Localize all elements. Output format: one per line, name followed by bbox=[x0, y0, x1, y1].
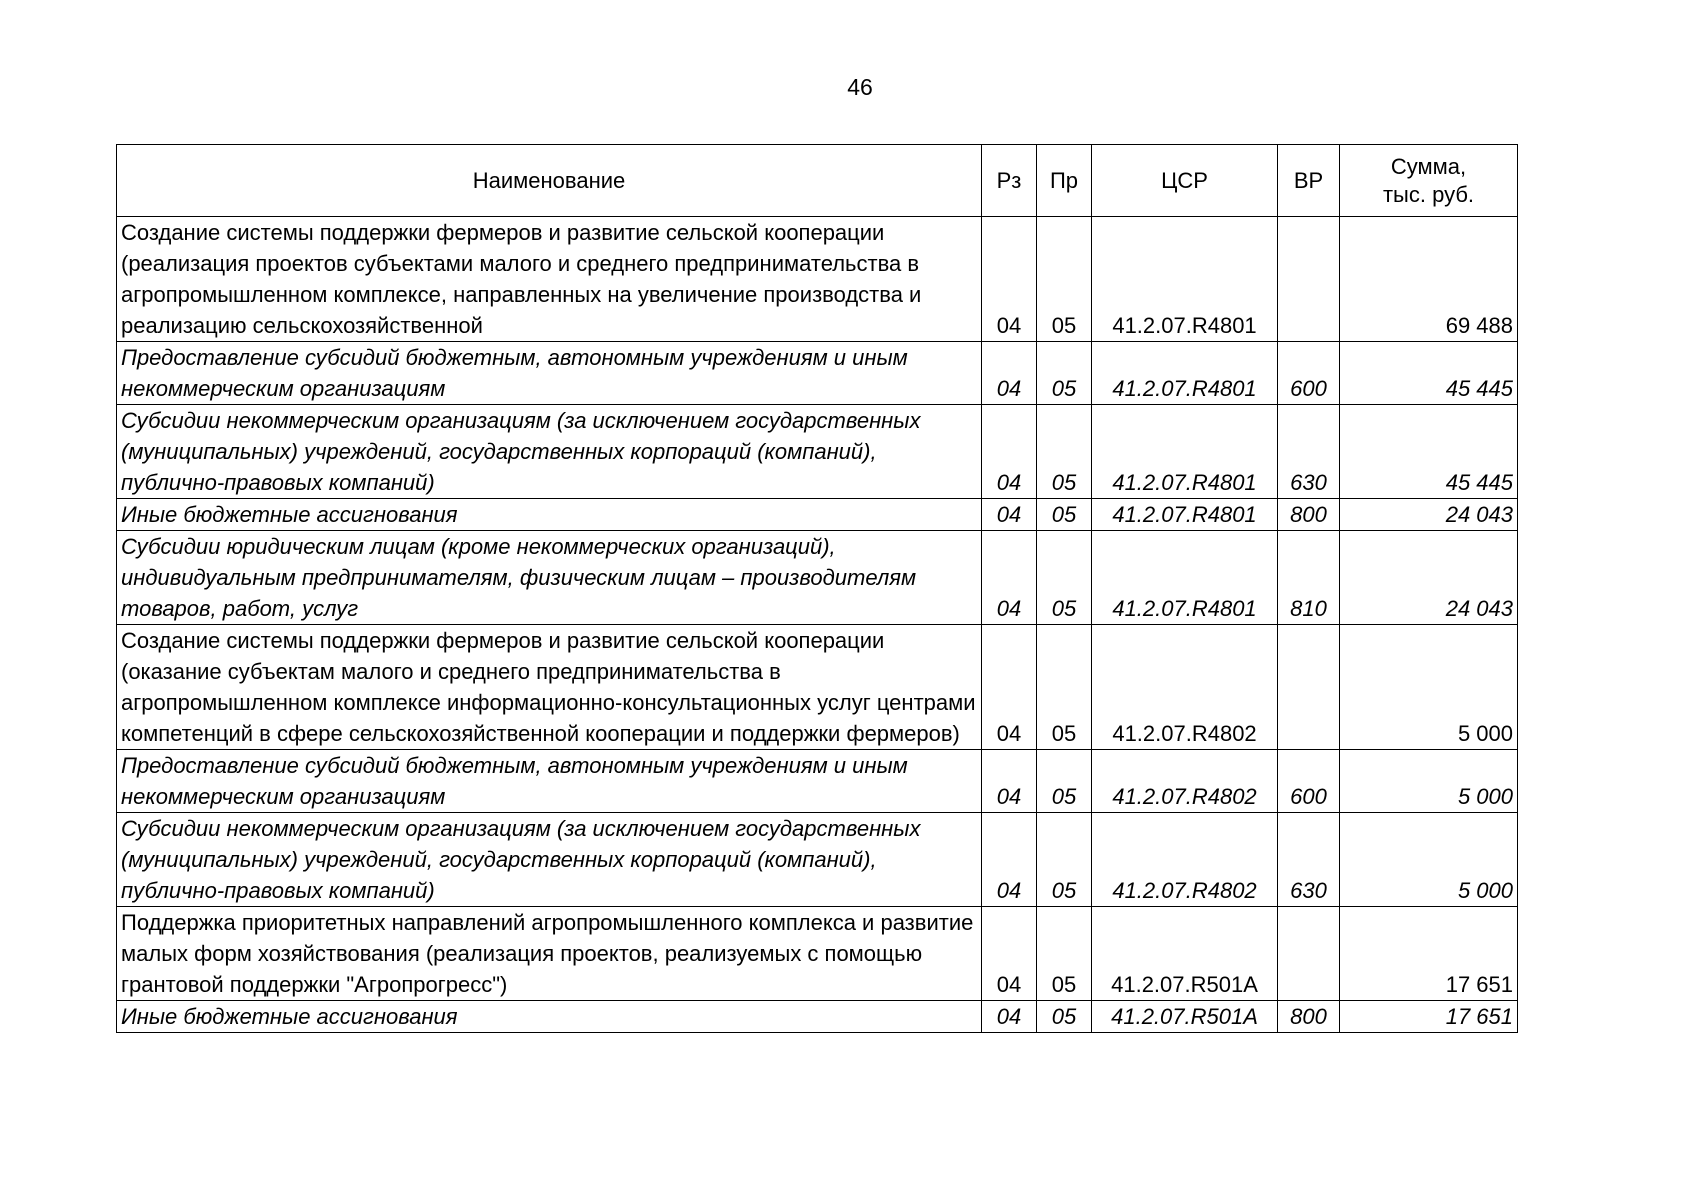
row-csr: 41.2.07.R501A bbox=[1092, 1001, 1278, 1033]
table-row bbox=[117, 625, 1518, 750]
row-vr: 810 bbox=[1278, 531, 1340, 625]
row-sum: 17 651 bbox=[1340, 1001, 1518, 1033]
row-pr: 05 bbox=[1037, 405, 1092, 499]
row-vr: 630 bbox=[1278, 813, 1340, 907]
row-rz: 04 bbox=[982, 342, 1037, 405]
row-rz: 04 bbox=[982, 499, 1037, 531]
header-sum-line2: тыс. руб. bbox=[1382, 181, 1475, 207]
row-csr: 41.2.07.R501A bbox=[1092, 907, 1278, 1001]
row-sum: 24 043 bbox=[1340, 499, 1518, 531]
row-rz: 04 bbox=[982, 625, 1037, 750]
header-name: Наименование bbox=[117, 145, 982, 217]
row-pr: 05 bbox=[1037, 907, 1092, 1001]
header-vr: ВР bbox=[1278, 145, 1340, 217]
table-row bbox=[117, 750, 1518, 813]
row-csr: 41.2.07.R4802 bbox=[1092, 625, 1278, 750]
row-csr: 41.2.07.R4801 bbox=[1092, 499, 1278, 531]
row-rz: 04 bbox=[982, 217, 1037, 342]
table-row bbox=[117, 405, 1518, 499]
row-name: Предоставление субсидий бюджетным, автономным учреждениям и иным некоммерческим организациям bbox=[117, 750, 982, 813]
row-pr: 05 bbox=[1037, 217, 1092, 342]
row-sum: 69 488 bbox=[1340, 217, 1518, 342]
table-row bbox=[117, 499, 1518, 531]
header-csr: ЦСР bbox=[1092, 145, 1278, 217]
row-name: Субсидии некоммерческим организациям (за исключением государственных (муниципальных) учреждений, государственных корпораций (компаний), публично-правовых компаний) bbox=[117, 405, 982, 499]
row-sum: 5 000 bbox=[1340, 813, 1518, 907]
header-rz: Рз bbox=[982, 145, 1037, 217]
row-vr: 630 bbox=[1278, 405, 1340, 499]
row-name: Иные бюджетные ассигнования bbox=[117, 1001, 982, 1033]
row-csr: 41.2.07.R4801 bbox=[1092, 531, 1278, 625]
row-csr: 41.2.07.R4801 bbox=[1092, 405, 1278, 499]
table-row bbox=[117, 217, 1518, 342]
row-pr: 05 bbox=[1037, 531, 1092, 625]
row-sum: 5 000 bbox=[1340, 625, 1518, 750]
row-rz: 04 bbox=[982, 531, 1037, 625]
row-rz: 04 bbox=[982, 813, 1037, 907]
row-pr: 05 bbox=[1037, 813, 1092, 907]
row-vr: 600 bbox=[1278, 750, 1340, 813]
row-csr: 41.2.07.R4802 bbox=[1092, 750, 1278, 813]
row-vr bbox=[1278, 907, 1340, 1001]
row-vr: 600 bbox=[1278, 342, 1340, 405]
row-name: Создание системы поддержки фермеров и развитие сельской кооперации (реализация проектов субъектами малого и среднего предпринимательства в агропромышленном комплексе, направленных на увеличение производства и реализацию сельскохозяйственной bbox=[117, 217, 982, 342]
row-name: Поддержка приоритетных направлений агропромышленного комплекса и развитие малых форм хозяйствования (реализация проектов, реализуемых с помощью грантовой поддержки "Агропрогресс") bbox=[117, 907, 982, 1001]
row-sum: 5 000 bbox=[1340, 750, 1518, 813]
table-row bbox=[117, 1001, 1518, 1033]
row-vr: 800 bbox=[1278, 1001, 1340, 1033]
row-vr bbox=[1278, 625, 1340, 750]
row-sum: 24 043 bbox=[1340, 531, 1518, 625]
row-pr: 05 bbox=[1037, 342, 1092, 405]
table-row bbox=[117, 342, 1518, 405]
row-name: Предоставление субсидий бюджетным, автономным учреждениям и иным некоммерческим организациям bbox=[117, 342, 982, 405]
header-sum-line1: Сумма, bbox=[1390, 153, 1467, 179]
row-vr: 800 bbox=[1278, 499, 1340, 531]
row-pr: 05 bbox=[1037, 625, 1092, 750]
row-sum: 45 445 bbox=[1340, 405, 1518, 499]
row-name: Субсидии юридическим лицам (кроме некоммерческих организаций), индивидуальным предпринимателям, физическим лицам – производителям товаров, работ, услуг bbox=[117, 531, 982, 625]
budget-table bbox=[116, 144, 1518, 1033]
row-name: Субсидии некоммерческим организациям (за исключением государственных (муниципальных) учреждений, государственных корпораций (компаний), публично-правовых компаний) bbox=[117, 813, 982, 907]
row-sum: 45 445 bbox=[1340, 342, 1518, 405]
row-rz: 04 bbox=[982, 1001, 1037, 1033]
table-header-row bbox=[117, 145, 1518, 217]
row-rz: 04 bbox=[982, 907, 1037, 1001]
table-row bbox=[117, 531, 1518, 625]
table-row bbox=[117, 813, 1518, 907]
page-number: 46 bbox=[847, 74, 873, 100]
row-csr: 41.2.07.R4802 bbox=[1092, 813, 1278, 907]
row-vr bbox=[1278, 217, 1340, 342]
row-csr: 41.2.07.R4801 bbox=[1092, 342, 1278, 405]
header-sum bbox=[1340, 145, 1518, 217]
row-sum: 17 651 bbox=[1340, 907, 1518, 1001]
row-name: Создание системы поддержки фермеров и развитие сельской кооперации (оказание субъектам малого и среднего предпринимательства в агропромышленном комплексе информационно-консультационных услуг центрами компетенций в сфере сельскохозяйственной кооперации и поддержки фермеров) bbox=[117, 625, 982, 750]
row-rz: 04 bbox=[982, 405, 1037, 499]
row-pr: 05 bbox=[1037, 499, 1092, 531]
row-rz: 04 bbox=[982, 750, 1037, 813]
table-row bbox=[117, 907, 1518, 1001]
header-pr: Пр bbox=[1037, 145, 1092, 217]
row-pr: 05 bbox=[1037, 1001, 1092, 1033]
row-csr: 41.2.07.R4801 bbox=[1092, 217, 1278, 342]
row-pr: 05 bbox=[1037, 750, 1092, 813]
row-name: Иные бюджетные ассигнования bbox=[117, 499, 982, 531]
